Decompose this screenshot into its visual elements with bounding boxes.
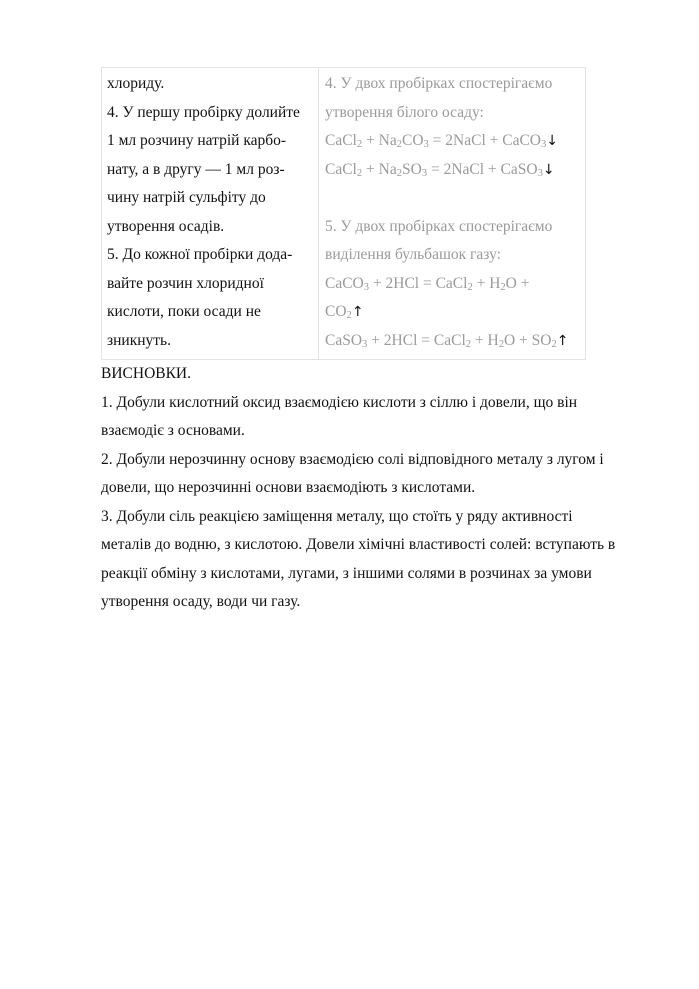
conclusions-section <box>101 360 661 617</box>
equation-1: CaCl$_2$ + $Na_2CO_3$ = 2NaCl + CaCO$_3$↓ <box>325 132 558 150</box>
conclusion-line: 1. Добули кислотний оксид взаємодією кислоти з сіллю і довели, що він <box>101 393 578 411</box>
step-line: хлориду. <box>107 75 165 92</box>
step-line: зникнуть. <box>107 331 172 349</box>
observation-4-line1: 4. У двох пробірках спостерігаємо <box>325 75 553 92</box>
equation-3-cont: $CO_2↑$ <box>325 303 364 321</box>
procedure-steps-cell <box>102 68 319 359</box>
equation-3: CaCO$_3$ + 2HCl = CaCl$_2$ + $H_2O$ + <box>325 274 530 293</box>
equation-4: CaSO$_3$ + 2HCl = CaCl$_2$ + $H_2O$ + $SO_2↑$ <box>325 331 569 350</box>
precipitate-arrow-icon: ↓ <box>546 133 558 149</box>
conclusion-line: металів до водню, з кислотою. Довели хімічні властивості солей: вступають в <box>101 536 616 553</box>
equation-2: CaCl$_2$ + $Na_2SO_3$ = 2NaCl + CaSO$_3$↓ <box>325 160 555 179</box>
step-line: нату, а в другу — 1 мл роз- <box>107 160 285 178</box>
conclusions-heading: ВИСНОВКИ. <box>101 365 192 382</box>
step-line: 1 мл розчину натрій карбо- <box>107 132 287 149</box>
observation-5-line1: 5. У двох пробірках спостерігаємо <box>325 217 553 235</box>
step-line: чину натрій сульфіту до <box>107 189 266 206</box>
observations-cell <box>319 68 585 359</box>
step-line: утворення осадів. <box>107 217 225 235</box>
conclusion-line: 3. Добули сіль реакцією заміщення металу, що стоїть у ряду активності <box>101 507 573 525</box>
conclusion-line: довели, що нерозчинні основи взаємодіють з кислотами. <box>101 479 476 496</box>
conclusion-line: взаємодіє з основами. <box>101 422 245 439</box>
step-line: 5. До кожної пробірки дода- <box>107 246 293 263</box>
step-line: кислоти, поки осади не <box>107 303 261 320</box>
precipitate-arrow-icon: ↓ <box>542 161 555 178</box>
conclusion-line: 2. Добули нерозчинну основу взаємодією солі відповідного металу з лугом і <box>101 450 604 468</box>
spacer <box>325 184 580 213</box>
step-line: 4. У першу пробірку долийте <box>107 103 300 121</box>
observation-5-line2: виділення бульбашок газу: <box>325 246 501 263</box>
gas-arrow-icon: ↑ <box>351 304 364 320</box>
step-line: вайте розчин хлоридної <box>107 274 264 292</box>
gas-arrow-icon: ↑ <box>556 332 569 349</box>
conclusion-line: реакції обміну з кислотами, лугами, з іншими солями в розчинах за умови <box>101 564 592 582</box>
procedure-table <box>101 67 586 360</box>
conclusion-line: утворення осаду, води чи газу. <box>101 593 301 610</box>
observation-4-line2: утворення білого осаду: <box>325 103 484 121</box>
